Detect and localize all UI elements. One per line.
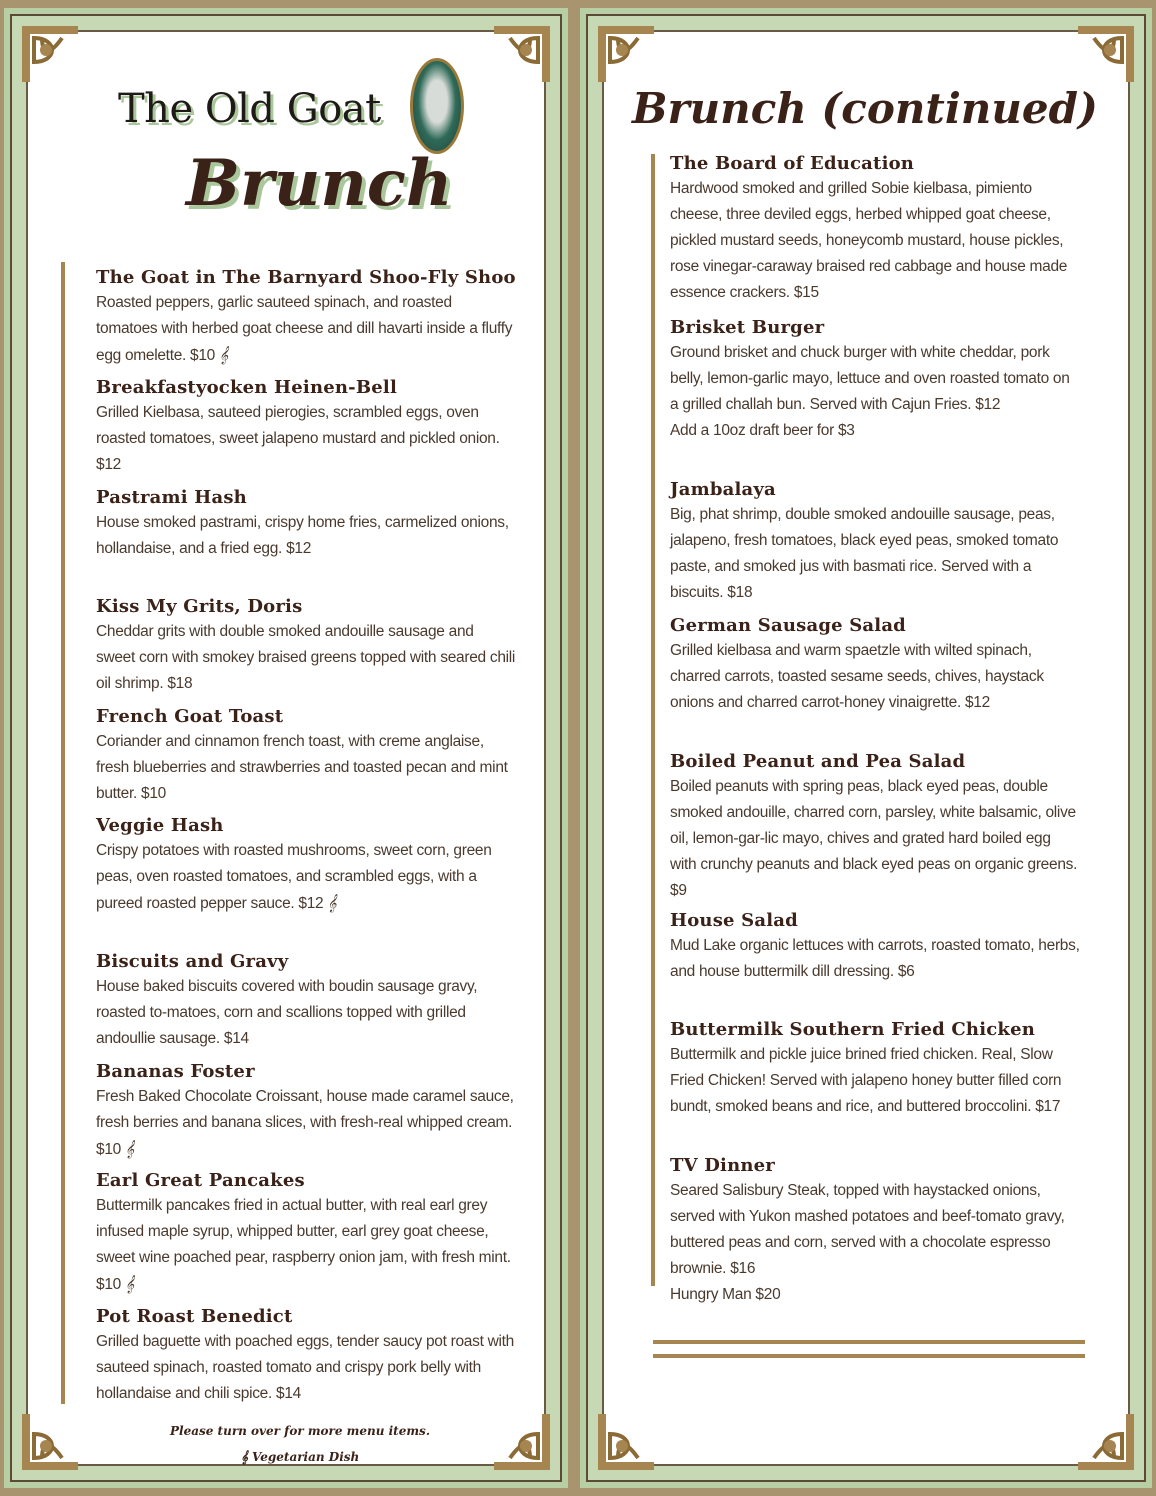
menu-item-description: House smoked pastrami, crispy home fries, carmelized onions, hollandaise, and a fried egg. $12 [96,514,509,557]
menu-item-name: House Salad [670,910,798,931]
menu-item [670,478,1080,606]
menu-item-name: Boiled Peanut and Pea Salad [670,751,966,772]
menu-item-name: Kiss My Grits, Doris [96,596,303,617]
ornament-corner-icon [490,22,554,86]
menu-item-description: House baked biscuits covered with boudin sausage gravy, roasted to-matoes, corn and scallions topped with grilled andoullie sausage. $14 [96,978,478,1047]
menu-item [96,486,516,562]
menu-item-name: French Goat Toast [96,706,284,727]
ornament-corner-icon [1074,1410,1138,1474]
ornament-corner-icon [490,1410,554,1474]
menu-item-description: Seared Salisbury Steak, topped with haystacked onions, served with Yukon mashed potatoes and beef-tomato gravy, buttered peas and corn, served with a chocolate espresso brownie. $16 [670,1182,1065,1277]
menu-item-description: Mud Lake organic lettuces with carrots, roasted tomato, herbs, and house buttermilk dill dressing. $6 [670,937,1080,980]
menu-item [670,614,1080,716]
menu-item [96,1169,516,1298]
vegetarian-icon: 𝄞 [124,1275,134,1293]
menu-item-addon: Hungry Man $20 [670,1286,781,1303]
menu-item-description: Grilled kielbasa and warm spaetzle with wilted spinach, charred carrots, toasted sesame seeds, chives, haystack onions and charred carrot-honey vinaigrette. $12 [670,642,1044,711]
menu-item-name: Pastrami Hash [96,487,247,508]
menu-item [96,376,516,478]
divider-line [653,1354,1085,1358]
menu-item-description: Buttermilk and pickle juice brined fried chicken. Real, Slow Fried Chicken! Served with jalapeno honey butter filled corn bundt, smoked beans and rice, and buttered broccolini. $17 [670,1046,1062,1115]
vegetarian-icon: 𝄞 [327,894,337,912]
menu-item-name: The Goat in The Barnyard Shoo-Fly Shoo [96,267,516,288]
menu-item-description: Grilled baguette with poached eggs, tender saucy pot roast with sauteed spinach, roasted tomato and crispy pork belly with hollandaise and chili spice. $14 [96,1333,514,1402]
menu-item [670,750,1080,904]
menu-item [96,595,516,697]
menu-item-description: Hardwood smoked and grilled Sobie kielbasa, pimiento cheese, three deviled eggs, herbed whipped goat cheese, pickled mustard seeds, honeycomb mustard, house pickles, rose vinegar-caraway braised red cabbage and house made essence crackers. $15 [670,180,1068,301]
vegetarian-icon: 𝄞 [124,1140,134,1158]
menu-item [96,950,516,1052]
goat-medallion-icon [410,58,464,154]
menu-item [96,266,516,369]
brunch-continued-heading: Brunch (continued) [632,84,1098,133]
menu-item-description: Roasted peppers, garlic sauteed spinach, and roasted tomatoes with herbed goat cheese and dill havarti inside a fluffy egg omelette. $10 𝄞 [96,294,513,364]
ornament-corner-icon [18,1410,82,1474]
divider-line [653,1340,1085,1344]
menu-item-name: Pot Roast Benedict [96,1306,293,1327]
menu-item-addon: Add a 10oz draft beer for $3 [670,422,855,439]
menu-item-description: Cheddar grits with double smoked andouille sausage and sweet corn with smokey braised greens topped with seared chili oil shrimp. $18 [96,623,516,692]
menu-item-description: Crispy potatoes with roasted mushrooms, sweet corn, green peas, oven roasted tomatoes, and scrambled eggs, with a pureed roasted pepper sauce. $12 𝄞 [96,842,492,912]
menu-item-name: Breakfastyocken Heinen-Bell [96,377,397,398]
menu-item-description: Grilled Kielbasa, sauteed pierogies, scrambled eggs, oven roasted tomatoes, sweet jalapeno mustard and pickled onion. $12 [96,404,500,473]
menu-item-name: Brisket Burger [670,317,825,338]
menu-item-name: Veggie Hash [96,815,224,836]
ornament-corner-icon [594,1410,658,1474]
turn-over-note: Please turn over for more menu items. [170,1424,430,1438]
menu-item-name: Bananas Foster [96,1061,255,1082]
menu-item-description: Fresh Baked Chocolate Croissant, house made caramel sauce, fresh berries and banana slices, with fresh-real whipped cream. $10 𝄞 [96,1088,514,1158]
menu-item-name: TV Dinner [670,1155,775,1176]
menu-item [96,1060,516,1163]
menu-item-name: German Sausage Salad [670,615,906,636]
menu-item [670,1018,1080,1120]
menu-item [96,705,516,807]
ornament-corner-icon [18,22,82,86]
ornament-corner-icon [594,22,658,86]
menu-item [670,152,1080,306]
menu-item-description: Buttermilk pancakes fried in actual butter, with real earl grey infused maple syrup, whipped butter, earl grey goat cheese, sweet wine poached pear, raspberry onion jam, with fresh mint. $10 𝄞 [96,1197,511,1293]
right-vertical-rule [651,154,655,1286]
menu-item-name: The Board of Education [670,153,915,174]
menu-item-name: Jambalaya [670,479,776,500]
menu-item-name: Biscuits and Gravy [96,951,289,972]
menu-item [96,814,516,917]
menu-item-description: Coriander and cinnamon french toast, with creme anglaise, fresh blueberries and strawberries and toasted pecan and mint butter. $10 [96,733,508,802]
menu-item-description: Big, phat shrimp, double smoked andouille sausage, peas, jalapeno, fresh tomatoes, black eyed peas, smoked tomato paste, and smoked jus with basmati rice. Served with a biscuits. $18 [670,506,1059,601]
menu-item [670,1154,1080,1308]
menu-item-description: Boiled peanuts with spring peas, black eyed peas, double smoked andouille, charred corn, parsley, white balsamic, olive oil, lemon-gar-lic mayo, chives and grated hard boiled egg with crunchy peanuts and black eyed peas on organic greens. $9 [670,778,1078,899]
menu-item-name: Buttermilk Southern Fried Chicken [670,1019,1036,1040]
menu-item-description: Ground brisket and chuck burger with white cheddar, pork belly, lemon-garlic mayo, lettuce and oven roasted tomato on a grilled challah bun. Served with Cajun Fries. $12 [670,344,1070,413]
left-vertical-rule [61,262,65,1404]
menu-item [670,316,1080,444]
restaurant-name: The Old Goat [118,86,381,132]
vegetarian-icon: 𝄞 [219,346,228,364]
brunch-heading: Brunch [186,146,453,221]
menu-item [670,909,1080,985]
ornament-corner-icon [1074,22,1138,86]
menu-item [96,1305,516,1407]
vegetarian-legend: 𝄞 Vegetarian Dish [240,1450,360,1464]
menu-item-name: Earl Great Pancakes [96,1170,305,1191]
